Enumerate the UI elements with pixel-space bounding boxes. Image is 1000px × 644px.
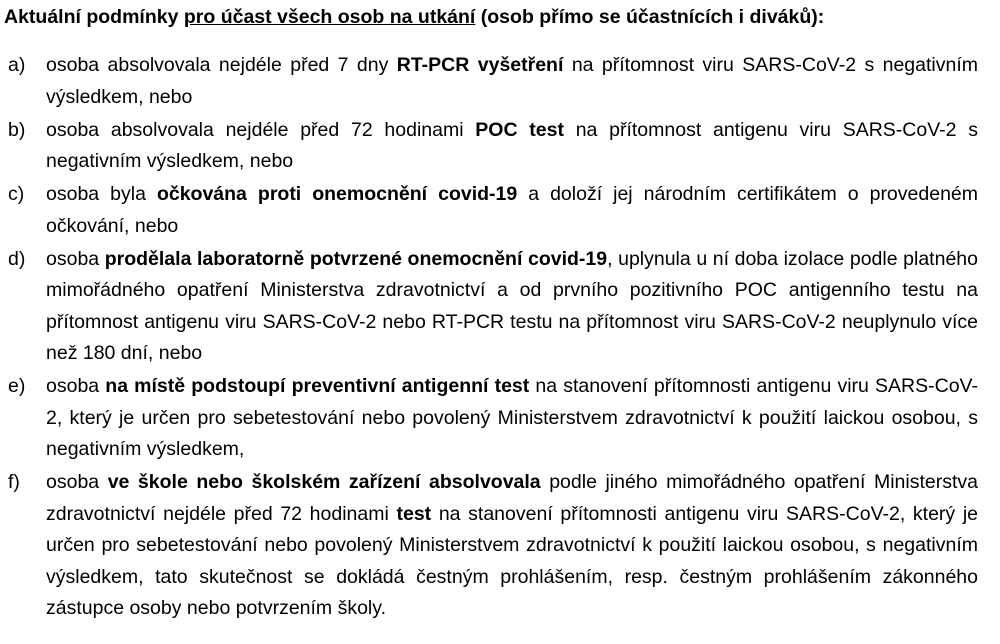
condition-item (4, 244, 978, 370)
condition-text-segment: a doloží jej národním certifikátem o provedeném očkování, nebo (46, 183, 978, 237)
condition-marker: f) (8, 471, 20, 493)
condition-marker: d) (8, 247, 26, 270)
condition-text-segment: , uplynula u ní doba izolace podle platného mimořádného opatření Ministerstva zdravotnictví a od prvního pozitivního POC antigenního testu na přítomnost antigenu viru SARS-CoV-2 nebo RT-PCR testu na přítomnost viru SARS-CoV-2 neuplynulo více než 180 dní, nebo (46, 247, 978, 364)
condition-text-segment: osoba absolvovala nejdéle před 7 dny (46, 54, 397, 76)
heading-text-end: (osob přímo se účastnících i diváků): (475, 6, 825, 28)
condition-text (46, 54, 978, 108)
condition-text-segment: osoba byla (46, 183, 157, 205)
condition-text-segment: osoba (46, 471, 108, 493)
condition-item (4, 371, 978, 466)
conditions-list (4, 50, 978, 625)
condition-text-segment: na přítomnost viru SARS-CoV-2 s negativním výsledkem, nebo (46, 54, 979, 108)
condition-text-segment: na stanovení přítomnosti antigenu viru SARS-CoV-2, který je určen pro sebetestování nebo povolený Ministerstvem zdravotnictví k použití laickou osobou, s negativním výsledkem, (46, 375, 978, 460)
condition-emphasis: test (396, 502, 432, 525)
condition-text (46, 248, 978, 365)
condition-emphasis: prodělala laboratorně potvrzené onemocnění covid-19 (104, 247, 608, 270)
condition-text-segment: osoba (46, 247, 105, 270)
condition-emphasis: na místě podstoupí preventivní antigenní test (105, 375, 530, 397)
condition-text-segment: podle jiného mimořádného opatření Ministerstva zdravotnictví nejdéle před 72 hodinami (46, 471, 978, 525)
condition-marker: e) (8, 375, 26, 397)
condition-marker: c) (8, 183, 25, 205)
condition-item (4, 50, 978, 113)
condition-text (46, 375, 978, 460)
condition-text-segment: na stanovení přítomnosti antigenu viru SARS-CoV-2, který je určen pro sebetestování nebo povolený Ministerstvem zdravotnictví k použití laickou osobou, s negativním výsledkem, tato skutečnost se dokládá čestným prohlášením, resp. čestným prohlášením zákonného zástupce osoby nebo potvrzením školy. (46, 502, 978, 619)
condition-emphasis: očkována proti onemocnění covid-19 (156, 183, 518, 205)
condition-marker: b) (8, 118, 26, 141)
document-heading (4, 4, 978, 30)
heading-text-start: Aktuální podmínky (4, 6, 184, 28)
condition-text-segment: osoba absolvovala nejdéle před 72 hodinami (46, 118, 476, 141)
condition-marker: a) (8, 54, 26, 76)
condition-text-segment: osoba (46, 375, 106, 397)
condition-text-segment: na přítomnost antigenu viru SARS-CoV-2 s negativním výsledkem, nebo (46, 118, 978, 172)
condition-emphasis: RT-PCR vyšetření (396, 54, 564, 76)
condition-emphasis: POC test (475, 118, 564, 141)
condition-item (4, 467, 978, 625)
condition-item (4, 115, 978, 178)
condition-text (46, 471, 978, 619)
condition-item (4, 179, 978, 242)
condition-text (46, 183, 978, 237)
heading-underlined-text: pro účast všech osob na utkání (183, 6, 476, 28)
condition-emphasis: ve škole nebo školském zařízení absolvovala (107, 471, 541, 493)
condition-text (46, 119, 978, 173)
